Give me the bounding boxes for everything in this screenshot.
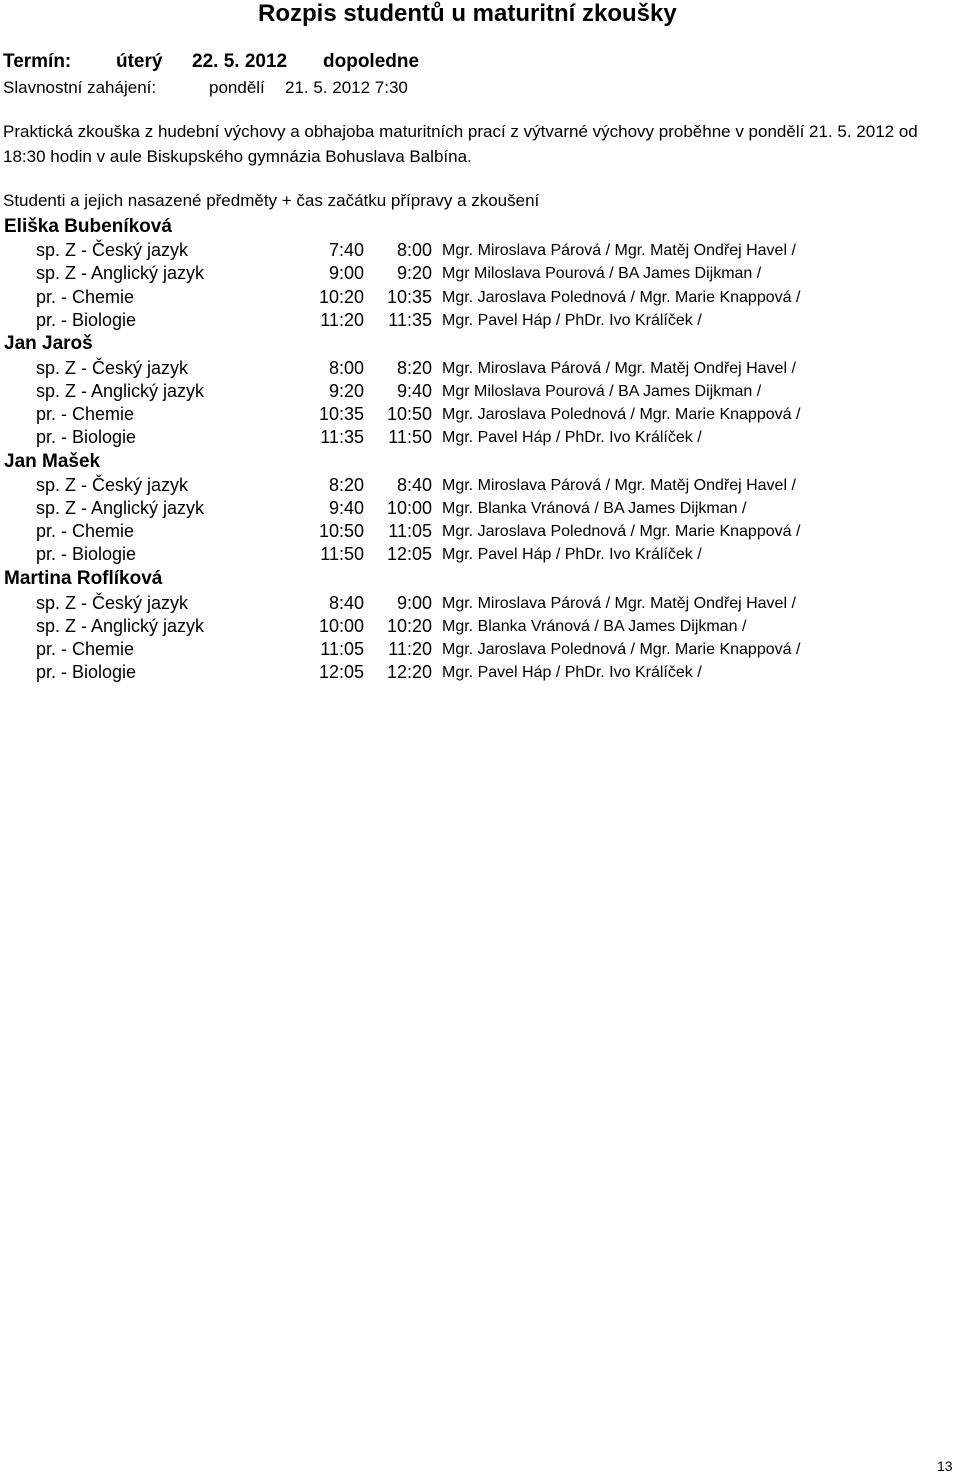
exam-term [3, 51, 419, 73]
schedule-row [0, 240, 960, 263]
examiners: Mgr. Miroslava Párová / Mgr. Matěj Ondřej Havel / [442, 595, 796, 612]
schedule-row [0, 544, 960, 567]
examiners: Mgr. Jaroslava Polednová / Mgr. Marie Knappová / [442, 406, 801, 423]
exam-time: 10:00 [386, 498, 432, 518]
subject: pr. - Chemie [36, 287, 135, 307]
schedule-row [0, 475, 960, 498]
examiners: Mgr Miloslava Pourová / BA James Dijkman / [442, 383, 762, 400]
schedule-row [0, 310, 960, 333]
subject: pr. - Chemie [36, 521, 135, 541]
schedule-row [0, 616, 960, 639]
exam-time: 11:50 [388, 427, 432, 447]
schedule-row [0, 593, 960, 616]
examiners: Mgr. Jaroslava Polednová / Mgr. Marie Knappová / [442, 289, 801, 306]
subject: sp. Z - Anglický jazyk [36, 381, 205, 401]
subject: sp. Z - Anglický jazyk [36, 263, 205, 283]
subject: sp. Z - Český jazyk [36, 593, 189, 613]
practical-exam-note: Praktická zkouška z hudební výchovy a obhajoba maturitních prací z výtvarné výchovy proběhne v pondělí 21. 5. 2012 od 18:30 hodin v aule Biskupského gymnázia Bohuslava Balbína. [3, 122, 918, 166]
subject: sp. Z - Anglický jazyk [36, 616, 205, 636]
examiners: Mgr. Jaroslava Polednová / Mgr. Marie Knappová / [442, 641, 801, 658]
examiners: Mgr. Miroslava Párová / Mgr. Matěj Ondřej Havel / [442, 477, 796, 494]
prep-time: 11:20 [320, 310, 364, 330]
prep-time: 10:20 [318, 287, 364, 307]
subject: sp. Z - Český jazyk [36, 358, 189, 378]
subject: pr. - Biologie [36, 544, 137, 564]
exam-time: 10:35 [386, 287, 432, 307]
subject: sp. Z - Anglický jazyk [36, 498, 205, 518]
prep-time: 9:40 [328, 498, 364, 518]
subject: pr. - Chemie [36, 639, 135, 659]
subject: pr. - Biologie [36, 662, 137, 682]
schedule-row [0, 662, 960, 685]
exam-time: 12:20 [386, 662, 432, 682]
schedule-row [0, 521, 960, 544]
schedule-row [0, 287, 960, 310]
opening-label: Slavnostní zahájení: [3, 78, 157, 97]
exam-time: 9:00 [396, 593, 432, 613]
subject: pr. - Chemie [36, 404, 135, 424]
exam-time: 11:35 [388, 310, 432, 330]
student-name: Jan Mašek [4, 451, 101, 472]
subject: sp. Z - Český jazyk [36, 475, 189, 495]
exam-time: 11:05 [388, 521, 432, 541]
term-date: 22. 5. 2012 [192, 51, 288, 72]
examiners: Mgr. Pavel Háp / PhDr. Ivo Králíček / [442, 429, 702, 446]
schedule-intro: Studenti a jejich nasazené předměty + čas začátku přípravy a zkoušení [3, 191, 540, 210]
prep-time: 10:00 [318, 616, 364, 636]
exam-time: 10:20 [386, 616, 432, 636]
exam-time: 9:40 [396, 381, 432, 401]
prep-time: 9:20 [328, 381, 364, 401]
schedule-row [0, 498, 960, 521]
prep-time: 10:50 [318, 521, 364, 541]
prep-time: 8:00 [328, 358, 364, 378]
opening-day: pondělí [209, 78, 265, 97]
schedule-row [0, 381, 960, 404]
schedule-row [0, 263, 960, 286]
subject: pr. - Biologie [36, 310, 137, 330]
prep-time: 11:05 [320, 639, 364, 659]
exam-time: 8:00 [396, 240, 432, 260]
schedule-row [0, 404, 960, 427]
prep-time: 10:35 [318, 404, 364, 424]
exam-time: 9:20 [396, 263, 432, 283]
opening-ceremony [3, 78, 408, 98]
prep-time: 8:20 [328, 475, 364, 495]
exam-time: 8:20 [396, 358, 432, 378]
examiners: Mgr. Pavel Háp / PhDr. Ivo Králíček / [442, 546, 702, 563]
examiners: Mgr. Pavel Háp / PhDr. Ivo Králíček / [442, 312, 702, 329]
subject: sp. Z - Český jazyk [36, 240, 189, 260]
exam-time: 10:50 [386, 404, 432, 424]
prep-time: 8:40 [328, 593, 364, 613]
term-part: dopoledne [323, 51, 420, 72]
prep-time: 11:50 [320, 544, 364, 564]
page-number: 13 [937, 1458, 953, 1474]
prep-time: 9:00 [328, 263, 364, 283]
examiners: Mgr. Miroslava Párová / Mgr. Matěj Ondřej Havel / [442, 242, 796, 259]
exam-time: 8:40 [396, 475, 432, 495]
exam-time: 11:20 [388, 639, 432, 659]
examiners: Mgr. Jaroslava Polednová / Mgr. Marie Knappová / [442, 523, 801, 540]
page-title: Rozpis studentů u maturitní zkoušky [258, 0, 677, 27]
subject: pr. - Biologie [36, 427, 137, 447]
term-label: Termín: [3, 51, 72, 72]
opening-datetime: 21. 5. 2012 7:30 [285, 78, 408, 97]
schedule-row [0, 639, 960, 662]
student-name: Martina Roflíková [4, 568, 163, 589]
examiners: Mgr Miloslava Pourová / BA James Dijkman / [442, 265, 762, 282]
schedule-row [0, 358, 960, 381]
examiners: Mgr. Blanka Vránová / BA James Dijkman / [442, 500, 747, 517]
term-day: úterý [116, 51, 163, 72]
exam-time: 12:05 [386, 544, 432, 564]
student-name: Eliška Bubeníková [4, 216, 172, 237]
prep-time: 7:40 [328, 240, 364, 260]
schedule-row [0, 427, 960, 450]
examiners: Mgr. Blanka Vránová / BA James Dijkman / [442, 618, 747, 635]
examiners: Mgr. Miroslava Párová / Mgr. Matěj Ondřej Havel / [442, 360, 796, 377]
examiners: Mgr. Pavel Háp / PhDr. Ivo Králíček / [442, 664, 702, 681]
prep-time: 12:05 [318, 662, 364, 682]
prep-time: 11:35 [320, 427, 364, 447]
student-name: Jan Jaroš [4, 333, 93, 354]
